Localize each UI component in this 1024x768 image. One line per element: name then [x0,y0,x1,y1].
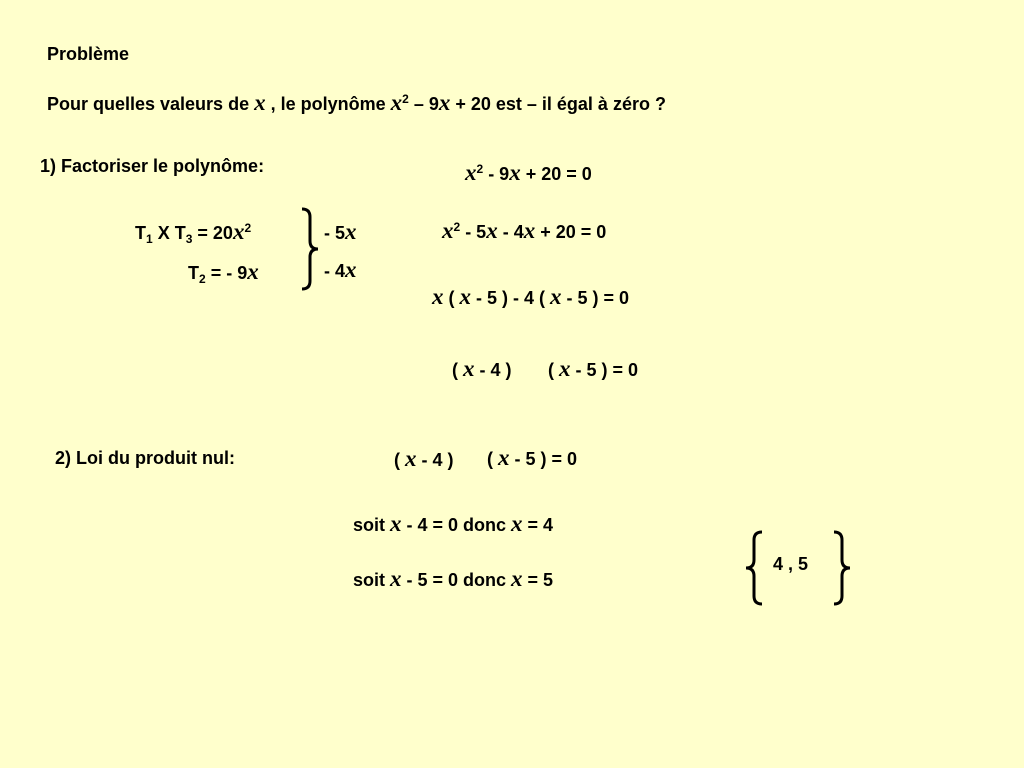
equation-split [442,219,606,242]
term-label: T [135,223,146,243]
equation-original [465,161,592,184]
solution-line-1 [353,512,553,535]
term-label: X T [152,223,186,243]
equation-text: - 5 ) - 4 ( [471,288,551,308]
variable-x: x [247,259,259,284]
variable-x: x [511,566,523,591]
variable-x: x [550,284,562,309]
equation-text: ( [394,450,405,470]
variable-x: x [390,511,402,536]
variable-x: x [559,356,571,381]
question-text: Pour quelles valeurs de [47,94,255,114]
problem-question [47,91,666,114]
equation-text: soit [353,570,391,590]
variable-x: x [463,356,475,381]
variable-x: x [523,218,536,243]
equation-text: - 4 [497,222,524,242]
equation-text: - 4 ) [416,450,454,470]
solution-set: 4 , 5 [773,554,809,574]
equation-factored-b [548,357,638,380]
solution-line-2 [353,567,553,590]
variable-x: x [345,257,357,282]
term-value: - 4 [324,261,346,281]
right-curly-brace [300,207,322,291]
equation-text: soit [353,515,391,535]
zero-product-equation [394,447,454,470]
t2-term [188,260,259,285]
t1-t3-product [135,220,251,245]
question-text: , le polynôme [265,94,391,114]
equation-text: - 5 = 0 donc [401,570,512,590]
subscript: 3 [185,232,193,246]
equation-factored [452,357,512,380]
equation-grouped [432,285,629,308]
variable-x: x [345,219,357,244]
equation-text: = 4 [522,515,554,535]
equation-text: + 20 = 0 [520,164,592,184]
variable-x: x [390,566,402,591]
equation-text: - 4 = 0 donc [401,515,512,535]
equation-text: ( [443,288,460,308]
equation-text: = 5 [522,570,554,590]
equation-text: ( [487,449,498,469]
equation-text: ( [548,360,559,380]
variable-x: x [442,218,454,243]
term-label: T [188,263,199,283]
term-value: - 5 [324,223,346,243]
split-term-b [324,258,357,281]
question-text: – 9 [408,94,439,114]
exponent: 2 [476,162,484,176]
problem-title: Problème [47,44,130,64]
subscript: 1 [146,232,153,246]
equation-text: - 9 [483,164,510,184]
step1-heading: 1) Factoriser le polynôme: [40,156,265,176]
step2-heading: 2) Loi du produit nul: [55,448,235,468]
variable-x: x [438,90,451,115]
term-value: = 20 [192,223,233,243]
variable-x: x [405,446,417,471]
equation-text: - 4 ) [474,360,512,380]
variable-x: x [432,284,444,309]
equation-text: - 5 ) = 0 [570,360,639,380]
variable-x: x [511,511,523,536]
question-text: + 20 est – il égal à zéro ? [450,94,666,114]
equation-text: - 5 ) = 0 [509,449,578,469]
variable-x: x [465,160,477,185]
variable-x: x [509,160,521,185]
variable-x: x [459,284,471,309]
equation-text: + 20 = 0 [535,222,607,242]
variable-x: x [498,445,510,470]
right-curly-brace [832,530,852,606]
left-curly-brace [744,530,764,606]
equation-text: - 5 ) = 0 [561,288,630,308]
equation-text: - 5 [460,222,487,242]
exponent: 2 [244,221,252,235]
exponent: 2 [453,220,461,234]
variable-x: x [486,218,498,243]
term-value: = - 9 [205,263,248,283]
split-term-a [324,220,357,243]
variable-x: x [254,90,266,115]
variable-x: x [232,219,245,244]
zero-product-equation-b [487,446,577,469]
equation-text: ( [452,360,463,380]
exponent: 2 [402,92,409,106]
variable-x: x [390,90,403,115]
subscript: 2 [199,272,206,286]
